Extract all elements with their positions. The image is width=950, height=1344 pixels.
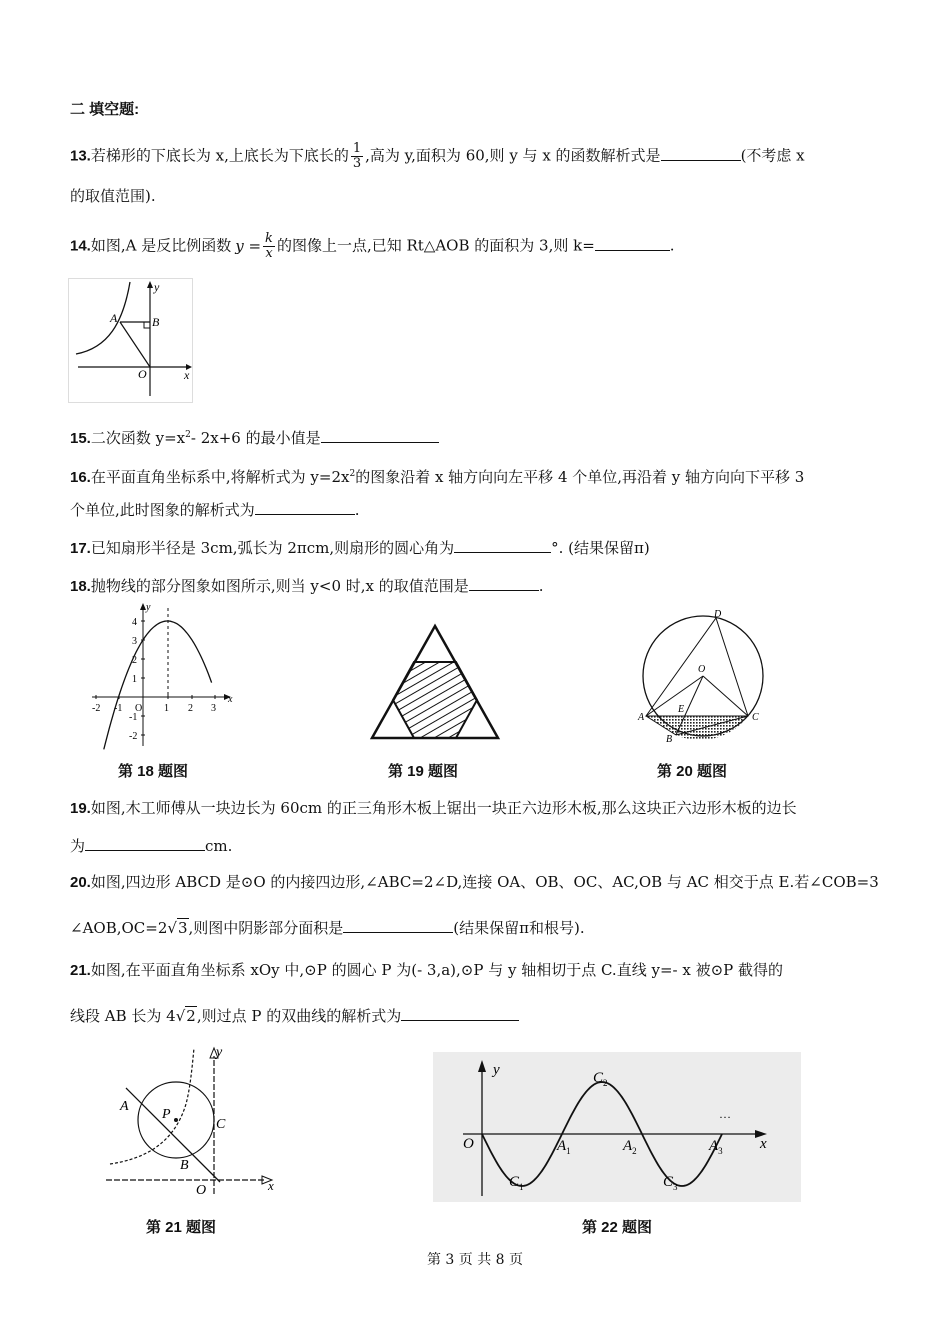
label-c: C: [752, 712, 759, 723]
question-number: 15.: [70, 430, 91, 447]
question-13-cont: 的取值范围).: [70, 187, 156, 205]
label-letter: A: [709, 1138, 719, 1154]
question-number: 21.: [70, 962, 91, 979]
question-text: ,则过点 P 的双曲线的解析式为: [196, 1007, 402, 1025]
caption-fig22: 第 22 题图: [582, 1219, 653, 1236]
question-text: 的图象沿着 x 轴方向向左平移 4 个单位,再沿着 y 轴方向向下平移 3: [355, 468, 805, 486]
right-angle-mark: [144, 322, 150, 328]
hyperbola-curve: [76, 282, 130, 354]
answer-blank[interactable]: [343, 916, 453, 933]
question-text: .: [538, 577, 544, 595]
y-arrow: [147, 281, 153, 288]
tick-label: 4: [132, 617, 137, 628]
question-text: 如图,木工师傅从一块边长为 60cm 的正三角形木板上锯出一块正六边形木板,那么这块正六边形木板的边长: [90, 799, 797, 817]
question-13: [70, 142, 805, 171]
tick-label: 3: [132, 636, 137, 647]
figure-background: [433, 1052, 801, 1202]
question-21-cont: [70, 1004, 519, 1026]
superscript: 2: [185, 430, 191, 440]
radicand: 2: [186, 1007, 196, 1025]
question-15: [70, 425, 439, 449]
x-tick-labels: [92, 703, 216, 714]
label-subscript: 2: [632, 1146, 637, 1156]
question-text: ,高为 y,面积为 60,则 y 与 x 的函数解析式是: [365, 146, 661, 165]
label-o: O: [138, 367, 147, 381]
answer-blank[interactable]: [401, 1004, 519, 1021]
figure-19: [368, 622, 502, 744]
label-a: A: [638, 712, 645, 723]
caption-fig20: 第 20 题图: [657, 763, 728, 780]
question-text: 若梯形的下底长为 x,上底长为下底长的: [90, 146, 349, 165]
label-o: O: [196, 1183, 207, 1198]
superscript: 2: [349, 469, 356, 479]
ellipsis: …: [719, 1107, 731, 1121]
question-text: .: [669, 236, 675, 255]
question-text: °. (结果保留π): [551, 539, 650, 557]
question-17: [70, 536, 650, 559]
question-19-cont: [70, 834, 232, 856]
question-text: 二次函数 y=x: [90, 429, 186, 447]
caption-fig18: 第 18 题图: [118, 763, 189, 780]
question-text: 如图,在平面直角坐标系 xOy 中,⊙P 的圆心 P 为(- 3,a),⊙P 与 y 轴相切于点 C.直线 y=- x 被⊙P 截得的: [90, 961, 784, 979]
question-16-cont: [70, 498, 360, 520]
question-text: ∠AOB,OC=2: [70, 919, 168, 937]
question-text: 已知扇形半径是 3cm,弧长为 2πcm,则扇形的圆心角为: [90, 539, 455, 557]
question-text: - 2x+6 的最小值是: [190, 429, 321, 447]
question-number: 16.: [70, 469, 91, 486]
label-c: C: [216, 1117, 226, 1132]
label-letter: A: [557, 1138, 567, 1154]
sqrt-expression: √3: [167, 919, 188, 937]
question-text: cm.: [205, 837, 233, 855]
label-letter: C: [509, 1174, 520, 1190]
answer-blank[interactable]: [469, 574, 539, 591]
label-e: E: [678, 704, 685, 715]
label-p: P: [162, 1107, 171, 1122]
segment-oa: [646, 676, 703, 716]
label-letter: C: [593, 1070, 604, 1086]
x-label: x: [228, 694, 233, 705]
tick-label: 1: [164, 703, 169, 714]
expression: y =: [235, 236, 262, 255]
label-subscript: 1: [519, 1182, 524, 1192]
section-title: 二 填空题:: [70, 101, 140, 118]
numerator: k: [265, 231, 273, 246]
tick-label: 2: [188, 703, 193, 714]
label-b: B: [666, 734, 673, 745]
tick-label: 3: [211, 703, 216, 714]
question-number: 18.: [70, 578, 91, 595]
figure-21: [104, 1044, 280, 1196]
question-16: [70, 464, 804, 488]
question-20-cont: [70, 916, 585, 938]
label-subscript: 1: [566, 1146, 571, 1156]
label-x: x: [760, 1136, 767, 1152]
question-text: 如图,A 是反比例函数: [90, 236, 232, 255]
label-b: B: [152, 315, 160, 329]
denominator: x: [265, 246, 273, 261]
tick-label: -2: [92, 703, 101, 714]
question-text: 个单位,此时图象的解析式为: [70, 501, 255, 519]
label-subscript: 3: [718, 1146, 723, 1156]
hexagon: [393, 662, 477, 738]
answer-blank[interactable]: [321, 426, 439, 443]
question-18: [70, 574, 544, 597]
answer-blank[interactable]: [255, 498, 355, 515]
question-19: [70, 798, 797, 819]
denominator: 3: [352, 156, 362, 171]
label-letter: A: [623, 1138, 633, 1154]
question-number: 19.: [70, 800, 91, 817]
question-text: ,则图中阴影部分面积是: [188, 919, 344, 937]
parabola-curve: [104, 621, 212, 749]
numerator: 1: [352, 141, 362, 156]
figure-20: [636, 608, 768, 745]
question-text: 抛物线的部分图象如图所示,则当 y<0 时,x 的取值范围是: [90, 577, 469, 595]
tick-label: 1: [132, 674, 137, 685]
tick-marks: [96, 621, 215, 735]
question-text: (不考虑 x: [740, 146, 805, 165]
label-subscript: 3: [673, 1182, 678, 1192]
figure-18: [88, 600, 238, 748]
question-number: 13.: [70, 147, 91, 165]
label-b: B: [180, 1158, 189, 1173]
tick-label: -2: [129, 731, 138, 742]
question-21: [70, 960, 783, 981]
label-d: D: [714, 609, 722, 620]
question-text: 线段 AB 长为 4: [70, 1007, 176, 1025]
segment-ao: [120, 322, 150, 367]
center-point: [174, 1118, 178, 1122]
label-y: y: [216, 1045, 223, 1060]
figure-14: [68, 278, 193, 403]
label-y: y: [154, 280, 160, 294]
label-o: O: [698, 664, 706, 675]
fraction: [351, 142, 363, 171]
figure-22: [433, 1052, 801, 1202]
label-o: O: [463, 1136, 474, 1152]
tick-label: -1: [114, 703, 123, 714]
question-number: 14.: [70, 237, 91, 255]
y-tick-labels: [129, 617, 137, 742]
label-x: x: [184, 368, 190, 382]
tick-label: -1: [129, 712, 138, 723]
question-number: 20.: [70, 874, 91, 891]
caption-fig21: 第 21 题图: [146, 1219, 217, 1236]
tick-label: O: [135, 703, 143, 714]
answer-blank[interactable]: [661, 144, 741, 161]
question-text: (结果保留π和根号).: [453, 919, 585, 937]
label-y: y: [493, 1062, 500, 1078]
question-text: 在平面直角坐标系中,将解析式为 y=2x: [90, 468, 350, 486]
answer-blank[interactable]: [595, 234, 670, 251]
label-letter: C: [663, 1174, 674, 1190]
question-text: .: [354, 501, 360, 519]
line-y-neg-x: [126, 1088, 220, 1182]
fraction: [263, 232, 275, 261]
figure-frame: [69, 279, 193, 403]
radicand: 3: [177, 919, 188, 937]
answer-blank[interactable]: [454, 536, 551, 553]
caption-fig19: 第 19 题图: [388, 763, 459, 780]
label-subscript: 2: [603, 1078, 608, 1088]
label-a: A: [120, 1099, 129, 1114]
question-14: [70, 232, 675, 261]
question-text: 为: [70, 837, 86, 855]
question-text: 如图,四边形 ABCD 是⊙O 的内接四边形,∠ABC=2∠D,连接 OA、OB、OC、AC,OB 与 AC 相交于点 E.若∠COB=3: [90, 873, 879, 891]
question-number: 17.: [70, 540, 91, 557]
tick-label: 2: [132, 655, 137, 666]
label-a: A: [110, 311, 118, 325]
answer-blank[interactable]: [85, 834, 205, 851]
page-footer: 第 3 页 共 8 页: [426, 1252, 524, 1268]
sqrt-expression: √2: [175, 1007, 196, 1025]
label-x: x: [268, 1178, 274, 1193]
question-text: 的图像上一点,已知 Rt△AOB 的面积为 3,则 k=: [276, 236, 595, 255]
question-20: [70, 872, 879, 893]
y-label: y: [146, 602, 151, 613]
